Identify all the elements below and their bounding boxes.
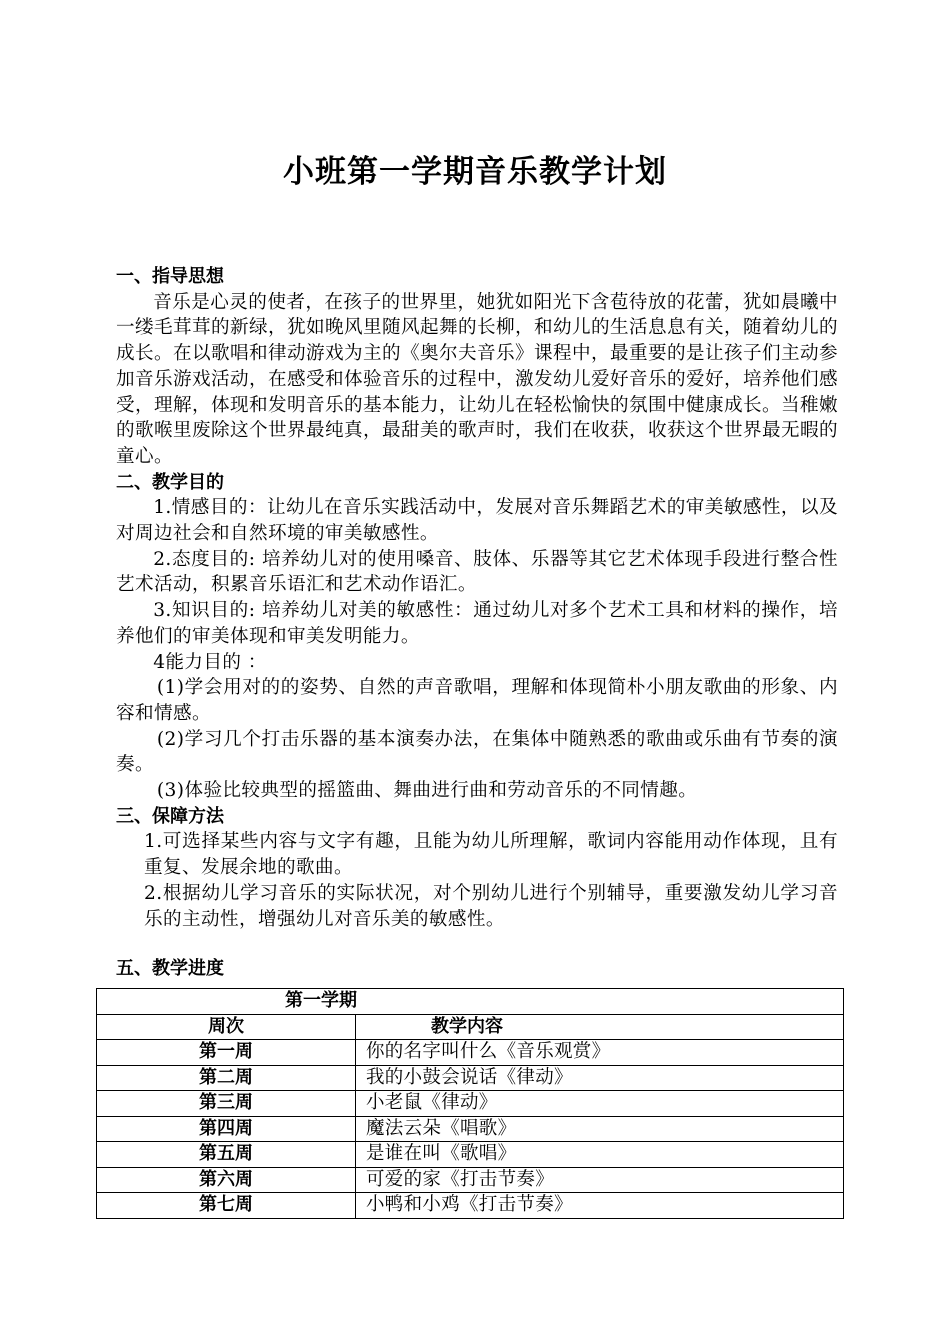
header-row xyxy=(97,1014,844,1040)
section-heading-teaching-goals: 二、教学目的 xyxy=(116,471,224,493)
goal-ability: 4能力目的 ： xyxy=(153,651,267,673)
page-title: 小班第一学期音乐教学计划 xyxy=(283,154,667,190)
goal-ability-sub-2: (2)学习几个打击乐器的基本演奏办法，在集体中随熟悉的歌曲或乐曲有节奏的演奏。 xyxy=(116,728,838,776)
semester-row xyxy=(97,989,844,1015)
content-cell: 小老鼠《律动》 xyxy=(356,1091,844,1117)
goal-ability-sub-3: (3)体验比较典型的摇篮曲、舞曲进行曲和劳动音乐的不同情趣。 xyxy=(156,780,698,802)
schedule-table xyxy=(96,988,844,1219)
content-cell: 可爱的家《打击节奏》 xyxy=(356,1167,844,1193)
week-cell: 第七周 xyxy=(97,1193,356,1219)
table-row xyxy=(97,1167,844,1193)
content-cell: 我的小鼓会说话《律动》 xyxy=(356,1065,844,1091)
section-heading-guarantee-methods: 三、保障方法 xyxy=(116,805,224,827)
week-cell: 第六周 xyxy=(97,1167,356,1193)
week-cell: 第五周 xyxy=(97,1142,356,1168)
table-row xyxy=(97,1065,844,1091)
week-cell: 第二周 xyxy=(97,1065,356,1091)
method-item-1: 1.可选择某些内容与文字有趣，且能为幼儿所理解，歌词内容能用动作体现，且有重复、发展余地的歌曲。 xyxy=(144,831,838,879)
section-heading-guiding-thought: 一、指导思想 xyxy=(116,266,224,287)
week-cell: 第一周 xyxy=(97,1040,356,1066)
content-cell: 魔法云朵《唱歌》 xyxy=(356,1116,844,1142)
goal-attitude: 2.态度目的: 培养幼儿对的使用嗓音、肢体、乐器等其它艺术体现手段进行整合性艺术活动，积累音乐语汇和艺术动作语汇。 xyxy=(116,548,838,596)
goal-ability-sub-1: (1)学会用对的的姿势、自然的声音歌唱，理解和体现简朴小朋友歌曲的形象、内容和情感。 xyxy=(116,677,838,724)
goal-knowledge: 3.知识目的: 培养幼儿对美的敏感性：通过幼儿对多个艺术工具和材料的操作，培养他们的审美体现和审美发明能力。 xyxy=(116,600,838,647)
spacer xyxy=(116,932,838,956)
column-header-content: 教学内容 xyxy=(356,1014,844,1040)
method-item-2: 2.根据幼儿学习音乐的实际状况，对个别幼儿进行个别辅导，重要激发幼儿学习音乐的主动性，增强幼儿对音乐美的敏感性。 xyxy=(144,882,838,930)
table-row xyxy=(97,1040,844,1066)
content-cell: 小鸭和小鸡《打击节奏》 xyxy=(356,1193,844,1219)
goal-emotion: 1.情感目的：让幼儿在音乐实践活动中，发展对音乐舞蹈艺术的审美敏感性，以及对周边社会和自然环境的审美敏感性。 xyxy=(116,497,838,545)
guiding-thought-paragraph: 音乐是心灵的使者，在孩子的世界里，她犹如阳光下含苞待放的花蕾，犹如晨曦中一缕毛茸茸的新绿，犹如晚风里随风起舞的长柳，和幼儿的生活息息有关，随着幼儿的成长。在以歌唱和律动游戏为主的《奥尔夫音乐》课程中，最重要的是让孩子们主动参加音乐游戏活动，在感受和体验音乐的过程中，激发幼儿爱好音乐的爱好，培养他们感受，理解，体现和发明音乐的基本能力，让幼儿在轻松愉快的氛围中健康成长。当稚嫩的歌喉里废除这个世界最纯真，最甜美的歌声时，我们在收获，收获这个世界最无暇的童心。 xyxy=(116,291,838,467)
document-body xyxy=(116,264,838,982)
content-cell: 你的名字叫什么《音乐观赏》 xyxy=(356,1040,844,1066)
semester-label: 第一学期 xyxy=(97,989,844,1015)
column-header-week: 周次 xyxy=(97,1014,356,1040)
section-heading-teaching-schedule: 五、教学进度 xyxy=(116,958,224,980)
week-cell: 第四周 xyxy=(97,1116,356,1142)
table-row xyxy=(97,1091,844,1117)
table-row xyxy=(97,1142,844,1168)
table-row xyxy=(97,1193,844,1219)
content-cell: 是谁在叫《歌唱》 xyxy=(356,1142,844,1168)
week-cell: 第三周 xyxy=(97,1091,356,1117)
table-row xyxy=(97,1116,844,1142)
